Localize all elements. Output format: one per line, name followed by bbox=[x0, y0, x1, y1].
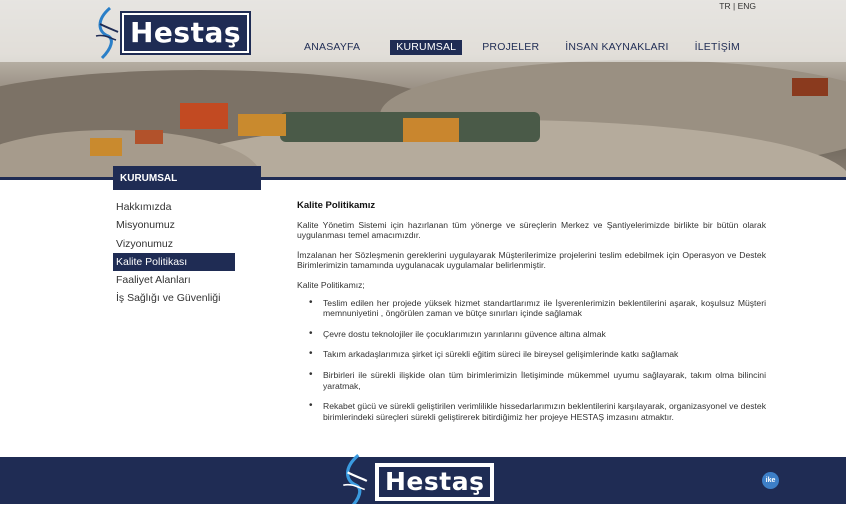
sidebar-item-vizyonumuz[interactable]: Vizyonumuz bbox=[116, 237, 174, 250]
paragraph: Kalite Politikamız; bbox=[297, 279, 365, 290]
ike-badge-icon[interactable]: ike bbox=[762, 472, 779, 489]
list-item: • Çevre dostu teknolojiler ile çocuklarımızın yarınlarını güvence altına almak bbox=[323, 329, 766, 340]
sidebar-menu bbox=[113, 198, 235, 308]
paragraph: İmzalanan her Sözleşmenin gereklerini uygulayarak Müşterilerimize projelerini teslim edebilmek için Operasyon ve Destek Birimlerimizin tamamında uygulanacak uygulamalar belirlenmiştir. bbox=[297, 249, 766, 271]
sidebar-item-is-sagligi[interactable]: İş Sağlığı ve Güvenliği bbox=[116, 292, 221, 305]
paragraph: Kalite Yönetim Sistemi için hazırlanan tüm yönerge ve süreçlerin Merkez ve Şantiyelerimizde birlikte bir bütün olarak uygulanması temel amacımızdır. bbox=[297, 219, 766, 241]
swirl-icon bbox=[339, 452, 369, 512]
truck-image bbox=[403, 118, 459, 142]
language-switch bbox=[719, 1, 756, 11]
sidebar-item-hakkimizda[interactable]: Hakkımızda bbox=[116, 201, 172, 213]
brand-logo[interactable] bbox=[92, 6, 249, 60]
sidebar-item-misyonumuz[interactable]: Misyonumuz bbox=[116, 219, 175, 232]
footer-logo-wordmark: Hestaş bbox=[377, 465, 492, 499]
lang-separator: | bbox=[732, 1, 736, 11]
lang-eng-link[interactable]: ENG bbox=[737, 1, 756, 11]
nav-item-insan-kaynaklari[interactable]: İNSAN KAYNAKLARI bbox=[565, 41, 669, 53]
sidebar-item-faaliyet-alanlari[interactable]: Faaliyet Alanları bbox=[116, 274, 191, 287]
nav-item-anasayfa[interactable]: ANASAYFA bbox=[304, 41, 361, 53]
policy-list bbox=[297, 298, 766, 423]
nav-item-projeler[interactable]: PROJELER bbox=[482, 41, 540, 53]
nav-item-iletisim[interactable]: İLETİŞİM bbox=[694, 41, 740, 53]
truck-image bbox=[792, 78, 828, 96]
footer-bottom-strip bbox=[0, 504, 846, 515]
truck-image bbox=[90, 138, 122, 156]
list-item: • Teslim edilen her projede yüksek hizmet standartlarımız ile İşverenlerimizin beklentilerini aşarak, koşulsuz Müşteri memnuniyetini , öngörülen zaman ve bütçe sınırları içinde sağlamak bbox=[323, 298, 766, 319]
list-item: • Takım arkadaşlarımıza şirket içi sürekli eğitim süreci ile bireysel gelişimlerinde katkı sağlamak bbox=[323, 349, 766, 360]
sidebar-item-kalite-politikasi[interactable]: Kalite Politikası bbox=[113, 253, 235, 271]
lang-tr-link[interactable]: TR bbox=[719, 1, 731, 11]
sidebar-title: KURUMSAL bbox=[113, 166, 261, 190]
footer-logo[interactable] bbox=[339, 452, 492, 512]
truck-image bbox=[238, 114, 286, 136]
list-item: • Birbirleri ile sürekli ilişkide olan tüm birimlerimizin İletişiminde mükemmel uyumu sağlayarak, takım olma bilincini yaratmak, bbox=[323, 370, 766, 391]
nav-item-kurumsal[interactable]: KURUMSAL bbox=[390, 40, 462, 55]
excavator-image bbox=[180, 103, 228, 129]
main-nav bbox=[298, 40, 760, 55]
swirl-icon bbox=[92, 6, 120, 60]
page-title: Kalite Politikamız bbox=[297, 200, 376, 211]
list-item: • Rekabet gücü ve sürekli geliştirilen verimlilikle hissedarlarımızın beklentilerini karşılayarak, organizasyonel ve destek birimlerindeki süreçleri sürekli geliştirerek bitirdiğimiz her projeye HESTAŞ imzasını atmaktır. bbox=[323, 401, 766, 422]
truck-image bbox=[135, 130, 163, 144]
main-content bbox=[297, 201, 766, 432]
logo-wordmark: Hestaş bbox=[122, 13, 249, 53]
